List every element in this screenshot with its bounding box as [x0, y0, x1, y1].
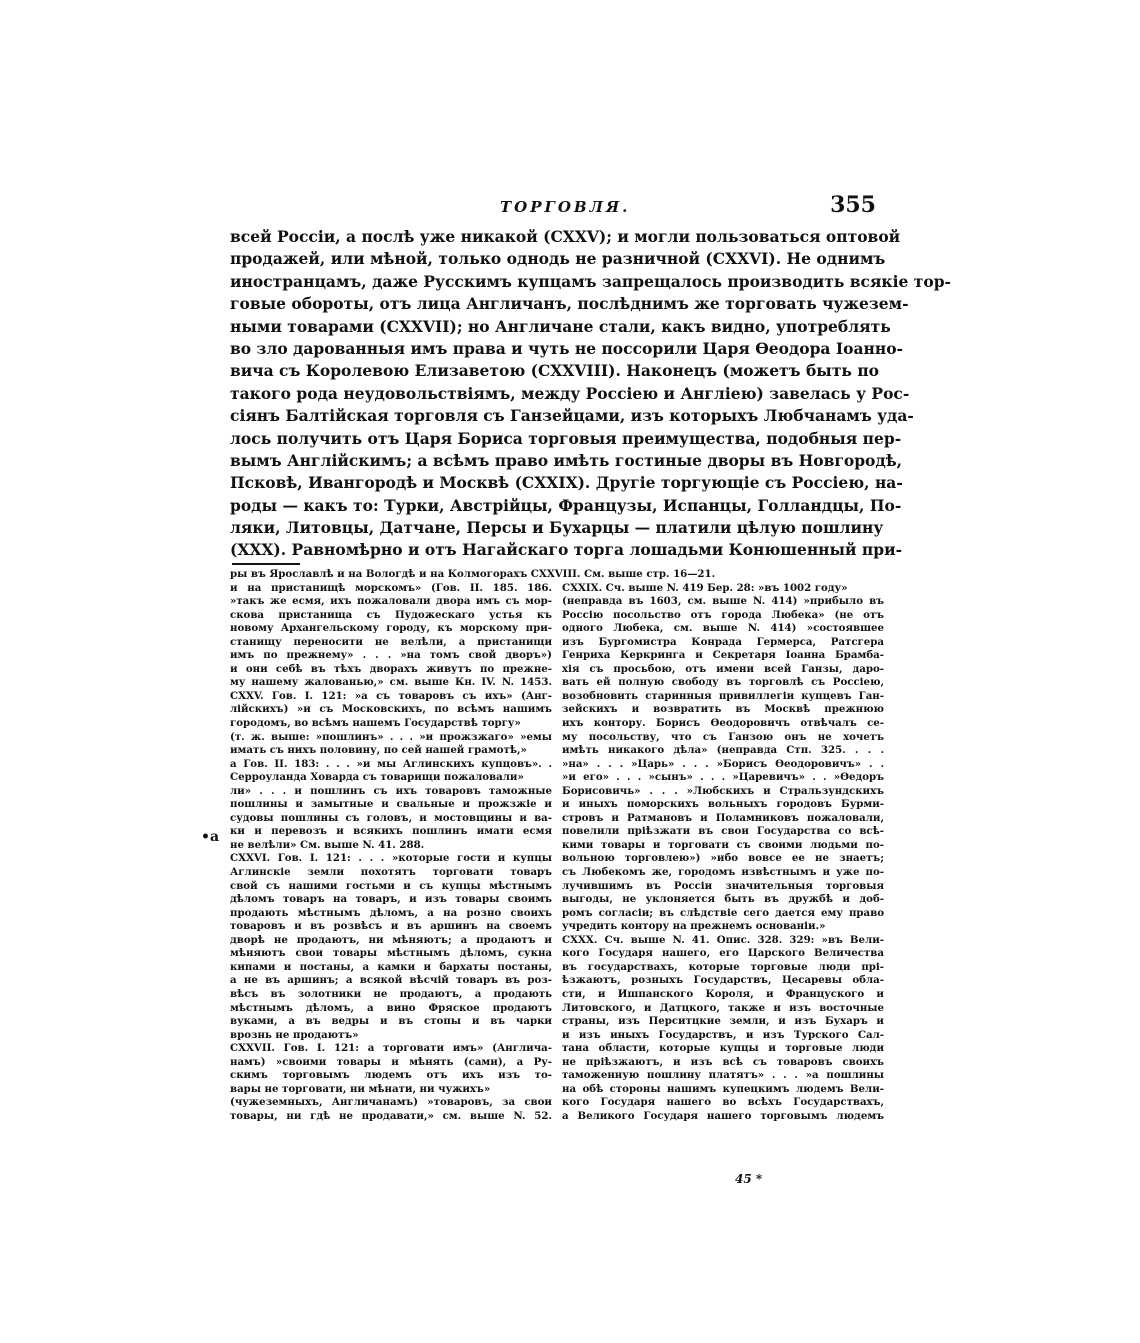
body-text-line: иностранцамъ, даже Русскимъ купцамъ запрещалось производить всякіе тор-: [230, 271, 951, 291]
footnote-line: Аглинскіе земли похотятъ торговати товаръ: [230, 866, 552, 879]
page-number: 355: [830, 192, 876, 218]
footnote-line: ли» . . . и пошлинъ съ ихъ товаровъ таможные: [230, 784, 552, 797]
footnote-line: »такъ же есмя, ихъ пожаловали двора имъ съ мор-: [230, 595, 552, 608]
body-text-line: (XXX). Равномѣрно и отъ Нагайскаго торга лошадьми Конюшенный при-: [230, 540, 903, 560]
footnote-line: ры въ Ярославлѣ и на Вологдѣ и на Колмогорахъ CXXVIII. См. выше стр. 16—21.: [230, 568, 716, 580]
page-header: [230, 192, 876, 222]
footnote-line: лучившимъ въ Россіи значительныя торговыя: [562, 879, 884, 892]
footnote-line: ромъ согласіи; въ слѣдствіе сего дается ему право: [562, 906, 884, 919]
footnote-line: вуками, а въ ведры и въ стопы и въ чарки: [230, 1015, 552, 1028]
footnote-line: (неправда въ 1603, см. выше N. 414) »прибыло въ: [562, 595, 884, 608]
footnote-line: вары не торговати, ни мѣнати, ни чужихъ»: [230, 1082, 491, 1095]
footnote-line: а не въ аршинъ; а всякой вѣсчій товаръ въ роз-: [230, 974, 552, 987]
footnote-line: лійскихъ) »и съ Московскихъ, по всѣмъ нашимъ: [230, 703, 552, 716]
footnote-line: свой съ нашими гостьми и съ купцы мѣстнымъ: [230, 879, 552, 892]
footnote-line: стровъ и Ратмановъ и Поламниковъ пожаловали,: [562, 811, 884, 824]
body-text-line: продажей, или мѣной, только однодь не разничной (CXXVI). Не однимъ: [230, 249, 886, 269]
footnote-line: дворѣ не продаютъ, ни мѣняютъ; а продаютъ и: [230, 933, 552, 946]
footnote-line: тана области, которые купцы и торговые люди: [562, 1042, 884, 1055]
footnote-line: городомъ, во всѣмъ нашемъ Государствѣ торгу»: [230, 717, 521, 730]
footnote-line: CXXV. Гов. I. 121: »а съ товаровъ съ ихъ» (Анг-: [230, 689, 552, 702]
footnote-line: вѣсъ въ золотники не продаютъ, а продають: [230, 987, 552, 1000]
footnote-line: таможенную пошлину платятъ» . . . »а пошлины: [562, 1069, 884, 1082]
footnote-line: и иныхъ поморскихъ вольныхъ городовъ Бурми-: [562, 798, 884, 811]
footnote-line: CXXIX. Сч. выше N. 419 Бер. 28: »въ 1002 году»: [562, 581, 848, 594]
footnote-line: имъ по прежнему» . . . »на томъ свой дворъ»): [230, 649, 552, 662]
footnote-line: мѣняютъ свои товары мѣстнымъ дѣломъ, сукна: [230, 947, 552, 960]
body-text-line: Псковѣ, Ивангородѣ и Москвѣ (CXXIX). Другіе торгующіе съ Россіею, на-: [230, 473, 903, 493]
footnote-line: имать съ нихъ половину, по сей нашей грамотѣ,»: [230, 744, 527, 757]
footnote-line: Генриха Керкринга и Секретаря Іоанна Брамба-: [562, 649, 884, 662]
footnote-line: товаровъ и въ розвѣсъ и въ аршинъ на своемъ: [230, 920, 552, 933]
footnote-line: страны, изъ Перситцкие земли, и изъ Бухаръ и: [562, 1015, 884, 1028]
body-text-line: всей Россіи, а послѣ уже никакой (CXXV); и могли пользоваться оптовой: [230, 227, 901, 246]
footnote-line: сти, и Ишпанского Короля, и Француского и: [562, 987, 884, 1000]
footnote-line: повелили пріѣзжати въ свои Государства со всѣ-: [562, 825, 884, 838]
footnote-line: кого Государя нашего во всѣхъ Государствахъ,: [562, 1096, 884, 1109]
footnote-line: возобновить старинныя привиллегіи купцевъ Ган-: [562, 689, 884, 702]
footnote-line: выгоды, не уклоняется быть въ дружбѣ и доб-: [562, 893, 884, 906]
body-text-line: ными товарами (CXXVII); но Англичане стали, какъ видно, употреблять: [230, 316, 891, 336]
footnote-line: скова пристанища съ Пудожескаго устья къ: [230, 608, 552, 621]
footnote-separator-rule: [232, 563, 300, 565]
footnote-line: новому Архангельскому городу, къ морскому при-: [230, 622, 552, 635]
footnote-line: [562, 568, 884, 582]
footnote-line: не пріѣзжаютъ, и изъ всѣ съ товаровъ своихъ: [562, 1055, 884, 1068]
body-text-line: такого рода неудовольствіямъ, между Россіею и Англіею) завелась у Рос-: [230, 383, 910, 403]
footnote-line: мѣстнымъ дѣломъ, а вино Фряское продаютъ: [230, 1001, 552, 1014]
footnote-line: му посольству, что съ Ганзою онъ не хочетъ: [562, 730, 884, 743]
margin-mark: •а: [201, 829, 220, 845]
footnote-line: »на» . . . »Царь» . . . »Борисъ Ѳеодоровичъ» . .: [562, 757, 884, 770]
footnote-line: и изъ иныхъ Государствъ, и изъ Турского Сал-: [562, 1028, 884, 1041]
footnote-line: Россію посольство отъ города Любека» (не отъ: [562, 608, 884, 621]
signature-mark: 45 *: [735, 1172, 763, 1186]
footnote-line: и на пристанищѣ морскомъ» (Гов. II. 185. 186.: [230, 581, 552, 594]
footnote-line: а Великого Государя нашего торговымъ людемъ: [562, 1109, 884, 1122]
body-text-line: лось получить отъ Царя Бориса торговыя преимущества, подобныя пер-: [230, 428, 902, 448]
footnote-line: съ Любекомъ же, городомъ извѣстнымъ и уже по-: [562, 866, 884, 879]
running-title: ТОРГОВЛЯ.: [500, 198, 631, 216]
footnote-line: ѣзжаютъ, розныхъ Государствъ, Цесаревы обла-: [562, 974, 884, 987]
footnote-line: кими товары и торговати съ своими людьми по-: [562, 838, 884, 851]
footnote-line: ки и перевозъ и всякихъ пошлинъ имати есмя: [230, 825, 552, 838]
footnote-line: кого Государя нашего, его Царского Величества: [562, 947, 884, 960]
footnote-line: намъ) »своими товары и мѣнять (сами), а Ру-: [230, 1055, 552, 1068]
footnote-line: вольною торговлею») »ибо вовсе ее не знаетъ;: [562, 852, 884, 865]
footnote-line: не велѣли» См. выше N. 41. 288.: [230, 838, 425, 851]
footnote-line: (т. ж. выше: »пошлинъ» . . . »и прожзжаго» »емы: [230, 730, 552, 743]
footnote-line: дѣломъ товаръ на товаръ, и изъ товары своимъ: [230, 893, 552, 906]
footnote-line: хія съ просьбою, отъ имени всей Ганзы, даро-: [562, 662, 884, 675]
footnote-line: му нашему жалованью,» см. выше Кн. IV. N. 1453.: [230, 676, 552, 689]
footnote-line: на обѣ стороны нашимъ купецкимъ людемъ Вели-: [562, 1082, 884, 1095]
footnote-line: ихъ контору. Борисъ Ѳеодоровичъ отвѣчалъ се-: [562, 717, 884, 730]
footnote-line: судовы пошлины съ головъ, и мостовщины и ва-: [230, 811, 552, 824]
footnote-line: имѣть никакого дѣла» (неправда Стп. 325. . . .: [562, 744, 884, 757]
footnote-line: вать ей полную свободу въ торговлѣ съ Россіею,: [562, 676, 884, 689]
main-body-text: [230, 226, 951, 562]
footnote-line: изъ Бургомистра Конрада Гермерса, Ратсгера: [562, 635, 884, 648]
footnote-line: Серроуланда Ховарда съ товарищи пожаловали»: [230, 771, 524, 784]
footnote-line: (чужеземныхъ, Англичанамъ) »товаровъ, за свои: [230, 1096, 552, 1109]
footnotes-right-column: [562, 568, 884, 1123]
body-text-line: ляки, Литовцы, Датчане, Персы и Бухарцы — платили цѣлую пошлину: [230, 518, 884, 538]
footnote-line: Литовского, и Датцкого, также и изъ восточные: [562, 1001, 884, 1014]
footnote-line: кипами и постаны, а камки и бархаты постаны,: [230, 960, 552, 973]
body-text-line: вича съ Королевою Елизаветою (CXXVIII). Наконецъ (можетъ быть по: [230, 361, 880, 381]
footnote-line: CXXVI. Гов. I. 121: . . . »которые гости и купцы: [230, 852, 552, 865]
footnote-line: въ государствахъ, которые торговые люди прі-: [562, 960, 884, 973]
footnote-line: продають мѣстнымъ дѣломъ, а на розно своихъ: [230, 906, 552, 919]
footnote-line: товары, ни гдѣ не продавати,» см. выше N. 52.: [230, 1109, 552, 1122]
footnote-line: Борисовичь» . . . »Любскихъ и Стральзундскихъ: [562, 784, 884, 797]
footnote-line: скимъ торговымъ людемъ отъ ихъ изъ то-: [230, 1069, 552, 1082]
body-text-line: во зло дарованныя имъ права и чуть не поссорили Царя Ѳеодора Іоанно-: [230, 338, 903, 358]
footnote-line: станищу переносити не велѣли, а пристанищи: [230, 635, 552, 648]
body-text-line: роды — какъ то: Турки, Австрійцы, Французы, Испанцы, Голландцы, По-: [230, 495, 902, 515]
body-text-line: говые обороты, отъ лица Англичанъ, послѣднимъ же торговать чужезем-: [230, 294, 909, 314]
body-text-line: сіянъ Балтійская торговля съ Ганзейцами, изъ которыхъ Любчанамъ уда-: [230, 406, 914, 426]
footnote-line: »и его» . . . »сынъ» . . . »Царевичъ» . . »Ѳедоръ: [562, 771, 884, 784]
footnote-line: CXXX. Сч. выше N. 41. Опис. 328. 329: »въ Вели-: [562, 933, 884, 946]
footnote-line: CXXVII. Гов. I. 121: а торговати имъ» (Англича-: [230, 1042, 552, 1055]
footnote-line: одного Любека, см. выше N. 414) »состоявшее: [562, 622, 884, 635]
footnote-line: зейскихъ и возвратить въ Москвѣ прежнюю: [562, 703, 884, 716]
footnote-line: а Гов. II. 183: . . . »и мы Аглинскихъ купцовъ». .: [230, 757, 552, 770]
footnote-line: и они себѣ въ тѣхъ дворахъ живутъ по прежне-: [230, 662, 552, 675]
footnote-line: врознь не продаютъ»: [230, 1028, 359, 1041]
footnote-line: пошлины и замытные и свальные и прожзжіе и: [230, 798, 552, 811]
body-text-line: вымъ Англійскимъ; а всѣмъ право имѣть гостиные дворы въ Новгородѣ,: [230, 450, 903, 470]
footnote-line: учредить контору на прежнемъ основаніи.»: [562, 920, 826, 933]
